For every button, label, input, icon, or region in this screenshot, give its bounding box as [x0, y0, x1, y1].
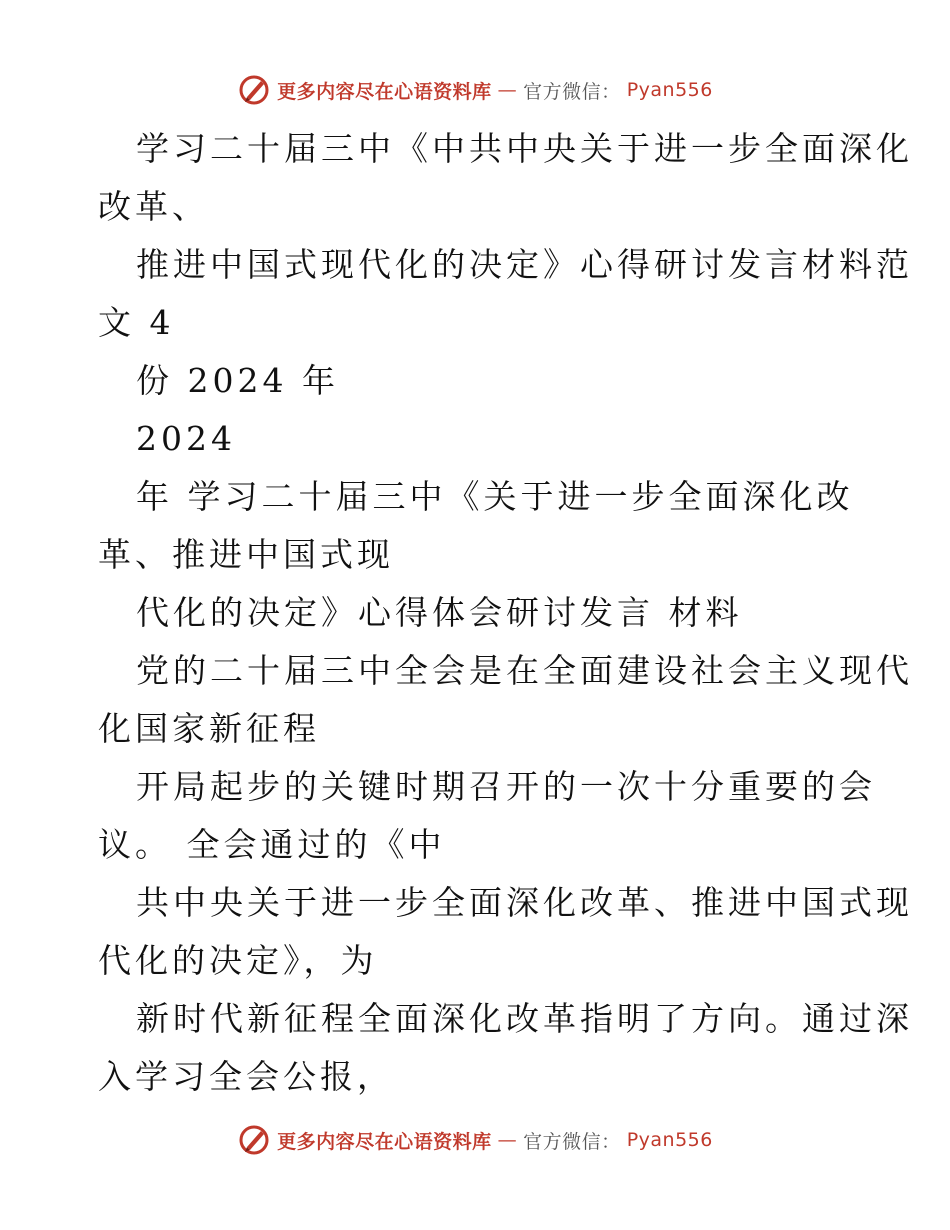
pen-logo-icon [237, 73, 271, 107]
watermark-wechat-id: Pyan556 [626, 79, 713, 101]
watermark-wechat-label: 官方微信： [523, 1130, 621, 1153]
text-line: 学习二十届三中《中共中央关于进一步全面深化 [136, 129, 913, 168]
pen-logo-icon [237, 1123, 271, 1157]
watermark-wechat-label: 官方微信： [523, 80, 621, 103]
text-line: 份 2024 年 [136, 361, 339, 400]
watermark-main-text: 更多内容尽在心语资料库 [277, 1130, 492, 1153]
text-line: 2024 [136, 419, 236, 458]
watermark-dash: — [497, 1129, 518, 1151]
text-line: 入学习全会公报， [98, 1057, 394, 1096]
header-watermark [0, 70, 950, 110]
text-line: 代化的决定》心得体会研讨发言 材料 [136, 593, 743, 632]
footer-watermark [0, 1120, 950, 1160]
text-line: 革、推进中国式现 [98, 535, 394, 574]
text-line: 改革、 [98, 187, 209, 226]
text-line: 开局起步的关键时期召开的一次十分重要的会 [136, 767, 876, 806]
watermark-wechat-id: Pyan556 [626, 1129, 713, 1151]
watermark-main-text: 更多内容尽在心语资料库 [277, 80, 492, 103]
text-line: 文 4 [98, 303, 175, 342]
text-line: 推进中国式现代化的决定》心得研讨发言材料范 [136, 245, 913, 284]
document-body [98, 120, 913, 1106]
text-line: 议。 全会通过的《中 [98, 825, 446, 864]
text-line: 年 学习二十届三中《关于进一步全面深化改 [136, 477, 854, 516]
text-line: 代化的决定》，为 [98, 941, 378, 980]
text-line: 化国家新征程 [98, 709, 320, 748]
text-line: 党的二十届三中全会是在全面建设社会主义现代 [136, 651, 913, 690]
watermark-dash: — [497, 79, 518, 101]
text-line: 共中央关于进一步全面深化改革、推进中国式现 [136, 883, 913, 922]
text-line: 新时代新征程全面深化改革指明了方向。通过深 [136, 999, 913, 1038]
